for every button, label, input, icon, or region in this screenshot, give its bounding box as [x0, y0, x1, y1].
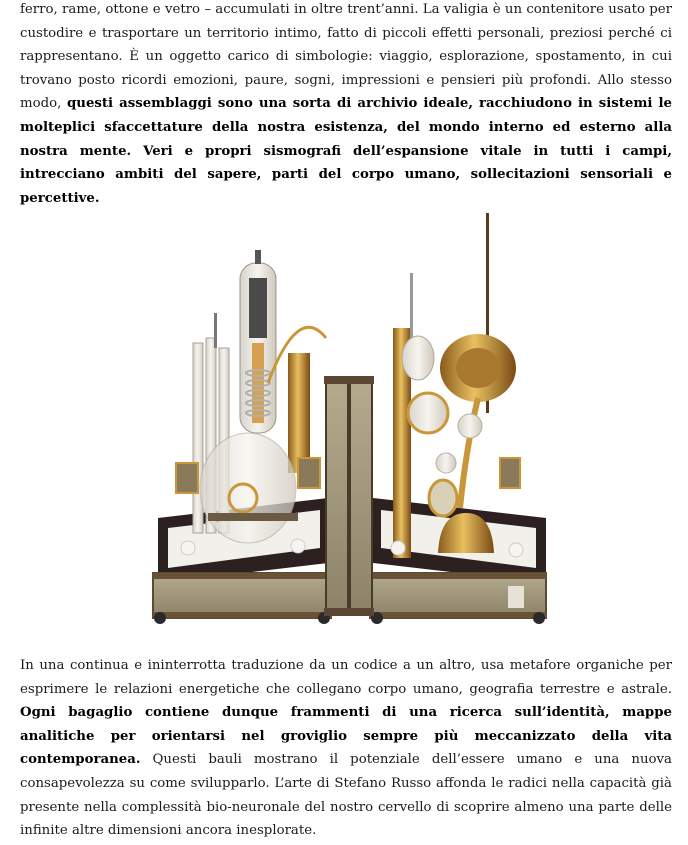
suitcase-sculpture-photo — [148, 208, 548, 628]
paragraph-intro-text: ferro, rame, ottone e vetro – accumulati in oltre trent’anni. La valigia è un contenitore usato per custodire e trasportare un territorio intimo, fatto di piccoli effetti personali, preziosi perché ci rappresentano. È un oggetto carico di simbologie: viaggio, esplorazione, spostamento, in cui trovano posto ricordi emozioni, paure, sogni, impressioni e pensieri più profondi. Allo stesso modo, — [20, 2, 672, 112]
suitcase-lids — [324, 376, 374, 616]
right-assemblage — [391, 213, 523, 558]
paragraph-intro — [20, 0, 672, 210]
paragraph-closing-bold: Ogni bagaglio contiene dunque frammenti di una ricerca sull’identità, mappe analitiche per orientarsi nel groviglio sempre più meccanizzato della vita contemporanea. — [20, 705, 672, 768]
paragraph-closing-text: In una continua e ininterrotta traduzione da un codice a un altro, usa metafore organiche per esprimere le relazioni energetiche che collegano corpo umano, geografia terrestre e astrale. — [20, 658, 672, 697]
paragraph-intro-bold: questi assemblaggi sono una sorta di archivio ideale, racchiudono in sistemi le molteplici sfaccettature della nostra esistenza, del mondo interno ed esterno alla nostra mente. Veri e propri sismografi dell’espansione vitale in tutti i campi, intrecciano ambiti del sapere, parti del corpo umano, sollecitazioni sensoriali e percettive. — [20, 96, 672, 206]
paragraph-closing-tail: Questi bauli mostrano il potenziale dell’essere umano e una nuova consapevolezza su come svilupparlo. L’arte di Stefano Russo affonda le radici nella capacità già presente nella complessità bio-neuronale del nostro cervello di scoprire almeno una parte delle infinite altre dimensioni ancora inesplorate. — [20, 752, 672, 839]
paragraph-closing — [20, 654, 672, 843]
